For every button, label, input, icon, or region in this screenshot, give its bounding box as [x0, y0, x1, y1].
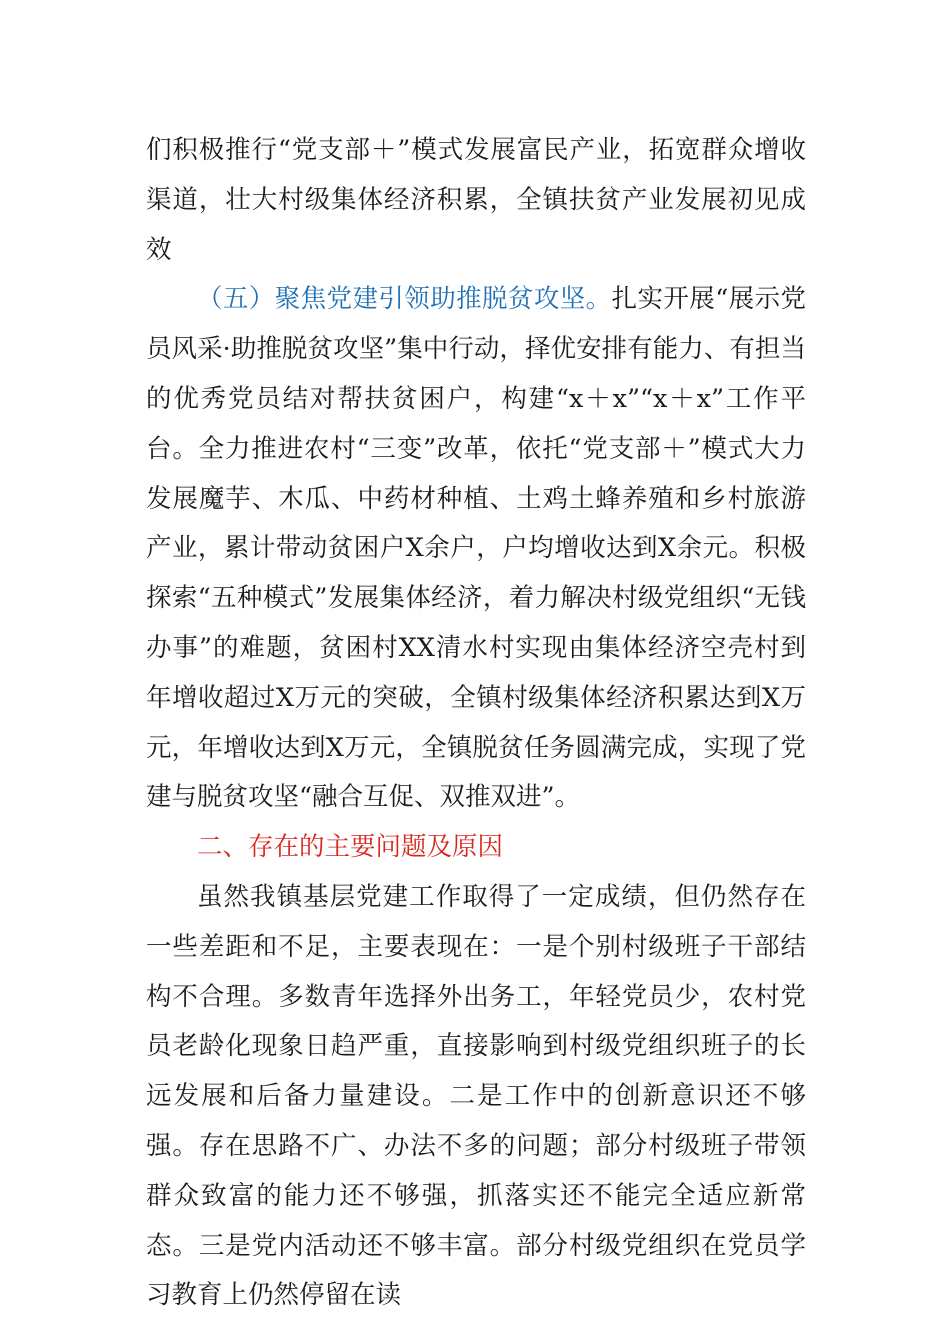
section-5-body: 扎实开展“展示党员风采·助推脱贫攻坚”集中行动，择优安排有能力、有担当的优秀党员结对帮扶贫困户，构建“x＋x”“x＋x”工作平台。全力推进农村“三变”改革，依托“党支部＋”模式大力发展魔芋、木瓜、中药材种植、土鸡土蜂养殖和乡村旅游产业，累计带动贫困户X余户，户均增收达到X余元。积极探索“五种模式”发展集体经济，着力解决村级党组织“无钱办事”的难题，贫困村XX清水村实现由集体经济空壳村到年增收超过X万元的突破，全镇村级集体经济积累达到X万元，年增收达到X万元，全镇脱贫任务圆满完成，实现了党建与脱贫攻坚“融合互促、双推双进”。 — [146, 284, 806, 813]
section-2-heading: 二、存在的主要问题及原因 — [197, 832, 504, 863]
paragraph-continued: 们积极推行“党支部＋”模式发展富民产业，拓宽群众增收渠道，壮大村级集体经济积累，全镇扶贫产业发展初见成效 — [146, 135, 806, 265]
paragraph-section-5 — [146, 275, 806, 823]
document-body — [146, 126, 806, 1321]
paragraph-problems: 虽然我镇基层党建工作取得了一定成绩，但仍然存在一些差距和不足，主要表现在：一是个别村级班子干部结构不合理。多数青年选择外出务工，年轻党员少，农村党员老龄化现象日趋严重，直接影响到村级党组织班子的长远发展和后备力量建设。二是工作中的创新意识还不够强。存在思路不广、办法不多的问题；部分村级班子带领群众致富的能力还不够强，抓落实还不能完全适应新常态。三是党内活动还不够丰富。部分村级党组织在党员学习教育上仍然停留在读 — [146, 881, 806, 1311]
section-5-heading: （五）聚焦党建引领助推脱贫攻坚。 — [197, 284, 612, 315]
